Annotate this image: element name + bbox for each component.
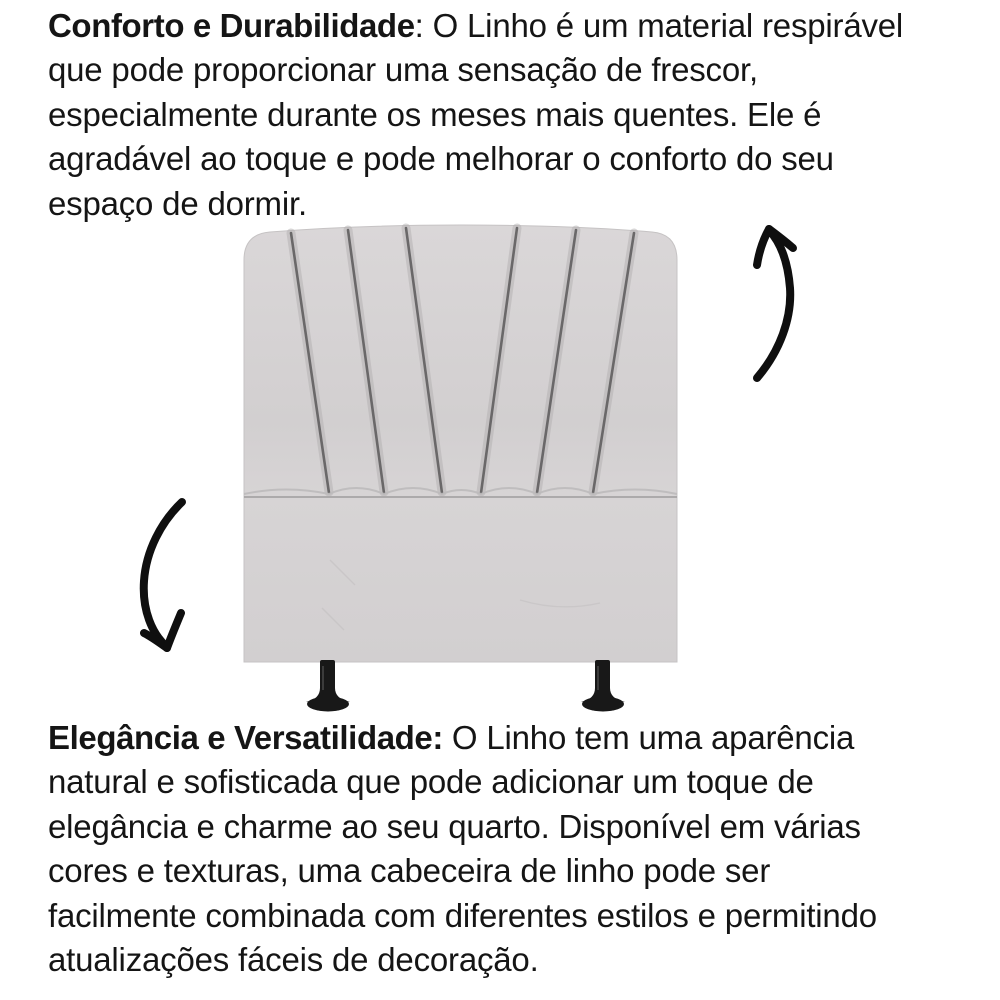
- paragraph-line: natural e sofisticada que pode adicionar um toque de: [48, 763, 814, 801]
- top-paragraph-label: Conforto e Durabilidade: [48, 7, 415, 44]
- paragraph-line: facilmente combinada com diferentes estilos e permitindo: [48, 896, 877, 934]
- bottom-paragraph-line1-rest: O Linho tem uma aparência: [442, 719, 855, 756]
- bottom-paragraph: [48, 716, 877, 982]
- headboard-body: [244, 225, 677, 662]
- headboard-left-leg: [306, 660, 350, 712]
- bottom-paragraph-label: Elegância e Versatilidade:: [48, 719, 443, 756]
- curved-arrow-down-icon: [144, 502, 182, 648]
- headboard-illustration: [244, 225, 677, 712]
- paragraph-line: espaço de dormir.: [48, 184, 307, 222]
- paragraph-line: especialmente durante os meses mais quentes. Ele é: [48, 95, 822, 133]
- paragraph-line: que pode proporcionar uma sensação de frescor,: [48, 51, 758, 89]
- paragraph-line: atualizações fáceis de decoração.: [48, 940, 539, 978]
- headboard-right-leg: [581, 660, 625, 712]
- paragraph-line: elegância e charme ao seu quarto. Disponível em várias: [48, 807, 861, 845]
- curved-arrow-up-icon: [757, 229, 793, 378]
- paragraph-line: [48, 716, 877, 760]
- paragraph-line: agradável ao toque e pode melhorar o conforto do seu: [48, 140, 834, 178]
- top-paragraph-line1-rest: : O Linho é um material respirável: [414, 7, 904, 44]
- paragraph-line: cores e texturas, uma cabeceira de linho pode ser: [48, 852, 771, 890]
